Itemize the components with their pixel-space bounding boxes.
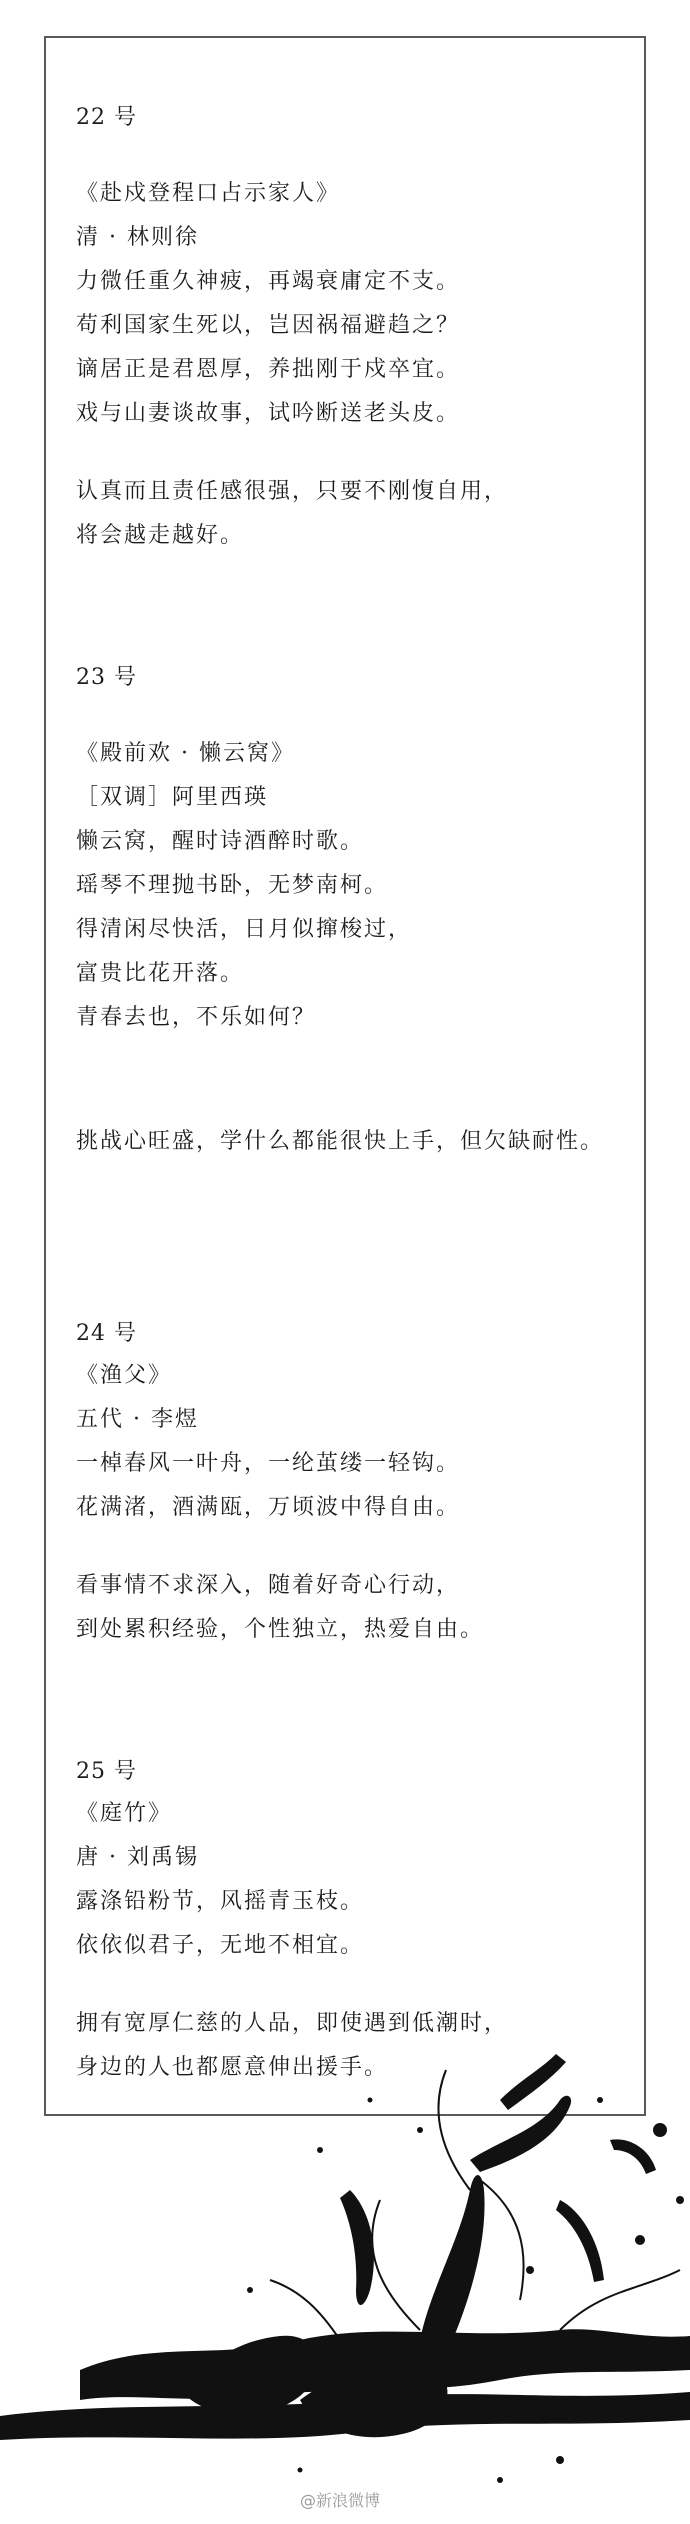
poem-line: 懒云窝，醒时诗酒醉时歌。 [76, 829, 365, 854]
section-22 [76, 98, 624, 558]
poem-title: 《渔父》 [76, 1363, 173, 1388]
watermark: @新浪微博 [300, 2491, 381, 2510]
content-frame [44, 36, 646, 2116]
ink-splash-decoration [0, 2040, 690, 2524]
poem-line: 得清闲尽快活，日月似撺梭过， [76, 917, 413, 942]
poem-line: 戏与山妻谈故事，试吟断送老头皮。 [76, 401, 461, 426]
poem-line: 苟利国家生死以，岂因祸福避趋之？ [76, 313, 461, 338]
poem-line: 露涤铅粉节，风摇青玉枝。 [76, 1889, 365, 1914]
poem-title: 《庭竹》 [76, 1801, 173, 1826]
poem-line: 青春去也，不乐如何？ [76, 1005, 317, 1030]
section-23 [76, 658, 624, 1164]
poem-title: 《殿前欢 · 懒云窝》 [76, 741, 295, 766]
poem-author: 五代 · 李煜 [76, 1407, 199, 1432]
poem-line: 瑶琴不理抛书卧，无梦南柯。 [76, 873, 389, 898]
comment-line: 认真而且责任感很强，只要不刚愎自用， [76, 479, 509, 504]
poem-line: 力微任重久神疲，再竭衰庸定不支。 [76, 269, 461, 294]
poem-line: 花满渚，酒满瓯，万顷波中得自由。 [76, 1495, 461, 1520]
day-number: 25 号 [76, 1759, 137, 1784]
poem-line: 一棹春风一叶舟，一纶茧缕一轻钩。 [76, 1451, 461, 1476]
comment-line: 看事情不求深入，随着好奇心行动， [76, 1573, 461, 1598]
comment-line: 身边的人也都愿意伸出援手。 [76, 2055, 389, 2080]
comment-line: 拥有宽厚仁慈的人品，即使遇到低潮时， [76, 2011, 509, 2036]
day-number: 22 号 [76, 105, 137, 130]
comment-line: 到处累积经验，个性独立，热爱自由。 [76, 1617, 485, 1642]
section-24 [76, 1314, 624, 1652]
comment-line: 挑战心旺盛，学什么都能很快上手，但欠缺耐性。 [76, 1129, 605, 1154]
poem-line: 谪居正是君恩厚，养拙刚于戍卒宜。 [76, 357, 461, 382]
comment-line: 将会越走越好。 [76, 523, 245, 548]
day-number: 23 号 [76, 665, 137, 690]
poem-author: 清 · 林则徐 [76, 225, 199, 250]
poem-author: 唐 · 刘禹锡 [76, 1845, 199, 1870]
poem-author: ［双调］阿里西瑛 [76, 785, 269, 810]
poem-line: 依依似君子，无地不相宜。 [76, 1933, 365, 1958]
day-number: 24 号 [76, 1321, 137, 1346]
poem-line: 富贵比花开落。 [76, 961, 245, 986]
poem-list [76, 98, 624, 2090]
poem-title: 《赴戍登程口占示家人》 [76, 181, 341, 206]
